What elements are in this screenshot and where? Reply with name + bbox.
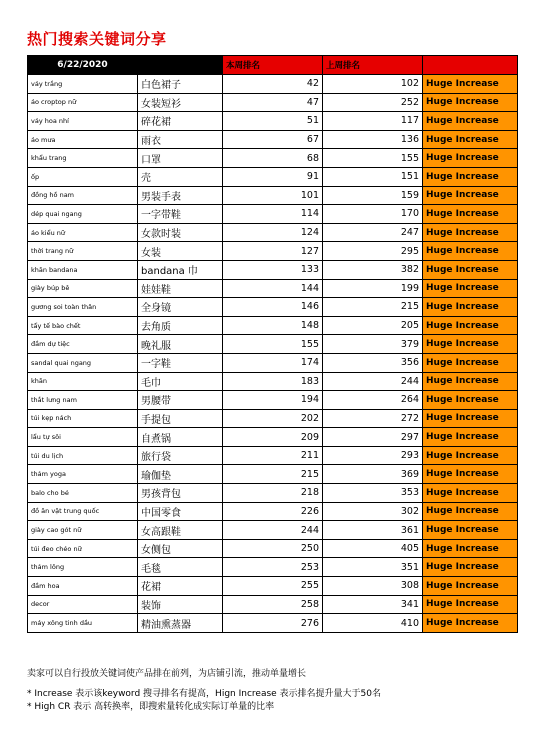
header-this-week-rank: 本周排名 xyxy=(223,56,323,75)
keyword-chinese: 男孩背包 xyxy=(138,484,223,503)
trend-tag: Huge Increase xyxy=(423,149,518,168)
table-row xyxy=(28,502,518,521)
this-week-rank: 101 xyxy=(223,186,323,205)
last-week-rank: 356 xyxy=(323,353,423,372)
keyword-vietnamese: túi đeo chéo nữ xyxy=(28,539,138,558)
table-row xyxy=(28,614,518,633)
keyword-table xyxy=(27,55,518,633)
keyword-vietnamese: gương soi toàn thân xyxy=(28,298,138,317)
keyword-vietnamese: sandal quai ngang xyxy=(28,353,138,372)
keyword-vietnamese: đồ ăn vặt trung quốc xyxy=(28,502,138,521)
keyword-chinese: 女装 xyxy=(138,242,223,261)
this-week-rank: 127 xyxy=(223,242,323,261)
keyword-chinese: 自煮锅 xyxy=(138,428,223,447)
last-week-rank: 351 xyxy=(323,558,423,577)
last-week-rank: 361 xyxy=(323,521,423,540)
table-row xyxy=(28,242,518,261)
keyword-chinese: 瑜伽垫 xyxy=(138,465,223,484)
last-week-rank: 308 xyxy=(323,577,423,596)
this-week-rank: 209 xyxy=(223,428,323,447)
last-week-rank: 297 xyxy=(323,428,423,447)
keyword-vietnamese: decor xyxy=(28,595,138,614)
this-week-rank: 148 xyxy=(223,316,323,335)
trend-tag: Huge Increase xyxy=(423,223,518,242)
this-week-rank: 144 xyxy=(223,279,323,298)
this-week-rank: 91 xyxy=(223,167,323,186)
trend-tag: Huge Increase xyxy=(423,130,518,149)
keyword-vietnamese: khăn xyxy=(28,372,138,391)
last-week-rank: 341 xyxy=(323,595,423,614)
keyword-vietnamese: thắt lưng nam xyxy=(28,391,138,410)
keyword-chinese: 毛毯 xyxy=(138,558,223,577)
this-week-rank: 255 xyxy=(223,577,323,596)
keyword-vietnamese: giày cao gót nữ xyxy=(28,521,138,540)
table-row xyxy=(28,539,518,558)
table-header-row xyxy=(28,56,518,75)
this-week-rank: 51 xyxy=(223,112,323,131)
last-week-rank: 405 xyxy=(323,539,423,558)
this-week-rank: 155 xyxy=(223,335,323,354)
keyword-chinese: 女款时装 xyxy=(138,223,223,242)
keyword-vietnamese: thời trang nữ xyxy=(28,242,138,261)
table-row xyxy=(28,391,518,410)
last-week-rank: 293 xyxy=(323,446,423,465)
this-week-rank: 211 xyxy=(223,446,323,465)
keyword-vietnamese: máy xông tinh dầu xyxy=(28,614,138,633)
keyword-chinese: bandana 巾 xyxy=(138,260,223,279)
last-week-rank: 369 xyxy=(323,465,423,484)
table-row xyxy=(28,167,518,186)
last-week-rank: 295 xyxy=(323,242,423,261)
this-week-rank: 253 xyxy=(223,558,323,577)
table-row xyxy=(28,298,518,317)
keyword-chinese: 一字带鞋 xyxy=(138,205,223,224)
trend-tag: Huge Increase xyxy=(423,391,518,410)
keyword-chinese: 女侧包 xyxy=(138,539,223,558)
this-week-rank: 133 xyxy=(223,260,323,279)
table-row xyxy=(28,223,518,242)
trend-tag: Huge Increase xyxy=(423,353,518,372)
last-week-rank: 205 xyxy=(323,316,423,335)
trend-tag: Huge Increase xyxy=(423,502,518,521)
table-row xyxy=(28,484,518,503)
this-week-rank: 114 xyxy=(223,205,323,224)
keyword-vietnamese: túi kẹp nách xyxy=(28,409,138,428)
table-row xyxy=(28,112,518,131)
keyword-chinese: 晚礼服 xyxy=(138,335,223,354)
keyword-chinese: 口罩 xyxy=(138,149,223,168)
this-week-rank: 183 xyxy=(223,372,323,391)
keyword-chinese: 花裙 xyxy=(138,577,223,596)
keyword-chinese: 壳 xyxy=(138,167,223,186)
trend-tag: Huge Increase xyxy=(423,75,518,94)
keyword-chinese: 白色裙子 xyxy=(138,75,223,94)
keyword-vietnamese: khẩu trang xyxy=(28,149,138,168)
trend-tag: Huge Increase xyxy=(423,335,518,354)
this-week-rank: 276 xyxy=(223,614,323,633)
trend-tag: Huge Increase xyxy=(423,242,518,261)
keyword-vietnamese: váy hoa nhí xyxy=(28,112,138,131)
trend-tag: Huge Increase xyxy=(423,409,518,428)
keyword-vietnamese: túi du lịch xyxy=(28,446,138,465)
keyword-vietnamese: áo mưa xyxy=(28,130,138,149)
this-week-rank: 174 xyxy=(223,353,323,372)
table-row xyxy=(28,428,518,447)
keyword-vietnamese: áo kiểu nữ xyxy=(28,223,138,242)
last-week-rank: 247 xyxy=(323,223,423,242)
last-week-rank: 117 xyxy=(323,112,423,131)
last-week-rank: 159 xyxy=(323,186,423,205)
table-row xyxy=(28,75,518,94)
trend-tag: Huge Increase xyxy=(423,298,518,317)
table-row xyxy=(28,316,518,335)
keyword-chinese: 男腰带 xyxy=(138,391,223,410)
this-week-rank: 258 xyxy=(223,595,323,614)
keyword-vietnamese: đầm hoa xyxy=(28,577,138,596)
keyword-vietnamese: balo cho bé xyxy=(28,484,138,503)
last-week-rank: 155 xyxy=(323,149,423,168)
last-week-rank: 302 xyxy=(323,502,423,521)
trend-tag: Huge Increase xyxy=(423,260,518,279)
this-week-rank: 226 xyxy=(223,502,323,521)
table-row xyxy=(28,279,518,298)
this-week-rank: 124 xyxy=(223,223,323,242)
keyword-vietnamese: lẩu tự sôi xyxy=(28,428,138,447)
this-week-rank: 68 xyxy=(223,149,323,168)
table-row xyxy=(28,465,518,484)
this-week-rank: 202 xyxy=(223,409,323,428)
trend-tag: Huge Increase xyxy=(423,112,518,131)
this-week-rank: 47 xyxy=(223,93,323,112)
note-line-3: * High CR 表示 高转换率，即搜索量转化成实际订单量的比率 xyxy=(27,702,275,712)
keyword-chinese: 旅行袋 xyxy=(138,446,223,465)
table-row xyxy=(28,130,518,149)
last-week-rank: 199 xyxy=(323,279,423,298)
trend-tag: Huge Increase xyxy=(423,614,518,633)
header-date-fill xyxy=(138,56,223,75)
keyword-vietnamese: váy trắng xyxy=(28,75,138,94)
trend-tag: Huge Increase xyxy=(423,428,518,447)
trend-tag: Huge Increase xyxy=(423,205,518,224)
last-week-rank: 379 xyxy=(323,335,423,354)
header-last-week-rank: 上周排名 xyxy=(323,56,423,75)
trend-tag: Huge Increase xyxy=(423,446,518,465)
last-week-rank: 252 xyxy=(323,93,423,112)
table-row xyxy=(28,558,518,577)
trend-tag: Huge Increase xyxy=(423,465,518,484)
this-week-rank: 218 xyxy=(223,484,323,503)
page-title: 热门搜索关键词分享 xyxy=(27,30,167,48)
keyword-chinese: 装饰 xyxy=(138,595,223,614)
trend-tag: Huge Increase xyxy=(423,186,518,205)
last-week-rank: 151 xyxy=(323,167,423,186)
trend-tag: Huge Increase xyxy=(423,279,518,298)
trend-tag: Huge Increase xyxy=(423,484,518,503)
keyword-vietnamese: áo croptop nữ xyxy=(28,93,138,112)
keyword-chinese: 去角质 xyxy=(138,316,223,335)
last-week-rank: 136 xyxy=(323,130,423,149)
trend-tag: Huge Increase xyxy=(423,521,518,540)
keyword-vietnamese: đầm dự tiệc xyxy=(28,335,138,354)
keyword-chinese: 娃娃鞋 xyxy=(138,279,223,298)
note-line-2: * Increase 表示该keyword 搜寻排名有提高，Hign Increase 表示排名提升量大于50名 xyxy=(27,689,381,699)
keyword-chinese: 手提包 xyxy=(138,409,223,428)
keyword-chinese: 毛巾 xyxy=(138,372,223,391)
header-tag xyxy=(423,56,518,75)
last-week-rank: 382 xyxy=(323,260,423,279)
keyword-chinese: 女高跟鞋 xyxy=(138,521,223,540)
keyword-vietnamese: ốp xyxy=(28,167,138,186)
table-row xyxy=(28,335,518,354)
trend-tag: Huge Increase xyxy=(423,595,518,614)
keyword-chinese: 全身镜 xyxy=(138,298,223,317)
last-week-rank: 410 xyxy=(323,614,423,633)
table-row xyxy=(28,595,518,614)
keyword-vietnamese: thảm lông xyxy=(28,558,138,577)
keyword-vietnamese: giày búp bê xyxy=(28,279,138,298)
table-row xyxy=(28,260,518,279)
header-date: 6/22/2020 xyxy=(28,56,138,75)
trend-tag: Huge Increase xyxy=(423,93,518,112)
trend-tag: Huge Increase xyxy=(423,316,518,335)
note-line-1: 卖家可以自行投放关键词使产品排在前列，为店铺引流，推动单量增长 xyxy=(27,669,307,679)
trend-tag: Huge Increase xyxy=(423,539,518,558)
last-week-rank: 244 xyxy=(323,372,423,391)
keyword-chinese: 女装短衫 xyxy=(138,93,223,112)
keyword-chinese: 男装手表 xyxy=(138,186,223,205)
last-week-rank: 353 xyxy=(323,484,423,503)
keyword-vietnamese: tẩy tế bào chết xyxy=(28,316,138,335)
table-row xyxy=(28,521,518,540)
keyword-chinese: 雨衣 xyxy=(138,130,223,149)
table-row xyxy=(28,446,518,465)
trend-tag: Huge Increase xyxy=(423,167,518,186)
this-week-rank: 67 xyxy=(223,130,323,149)
trend-tag: Huge Increase xyxy=(423,558,518,577)
table-row xyxy=(28,409,518,428)
table-row xyxy=(28,353,518,372)
table-row xyxy=(28,372,518,391)
keyword-chinese: 一字鞋 xyxy=(138,353,223,372)
this-week-rank: 194 xyxy=(223,391,323,410)
keyword-vietnamese: khăn bandana xyxy=(28,260,138,279)
last-week-rank: 215 xyxy=(323,298,423,317)
last-week-rank: 264 xyxy=(323,391,423,410)
trend-tag: Huge Increase xyxy=(423,577,518,596)
keyword-chinese: 碎花裙 xyxy=(138,112,223,131)
table-row xyxy=(28,205,518,224)
this-week-rank: 215 xyxy=(223,465,323,484)
keyword-vietnamese: đồng hồ nam xyxy=(28,186,138,205)
keyword-chinese: 精油熏蒸器 xyxy=(138,614,223,633)
table-row xyxy=(28,93,518,112)
table-row xyxy=(28,577,518,596)
table-row xyxy=(28,149,518,168)
keyword-chinese: 中国零食 xyxy=(138,502,223,521)
this-week-rank: 244 xyxy=(223,521,323,540)
keyword-vietnamese: dép quai ngang xyxy=(28,205,138,224)
trend-tag: Huge Increase xyxy=(423,372,518,391)
table-row xyxy=(28,186,518,205)
this-week-rank: 146 xyxy=(223,298,323,317)
last-week-rank: 170 xyxy=(323,205,423,224)
last-week-rank: 272 xyxy=(323,409,423,428)
keyword-vietnamese: thảm yoga xyxy=(28,465,138,484)
last-week-rank: 102 xyxy=(323,75,423,94)
this-week-rank: 250 xyxy=(223,539,323,558)
this-week-rank: 42 xyxy=(223,75,323,94)
